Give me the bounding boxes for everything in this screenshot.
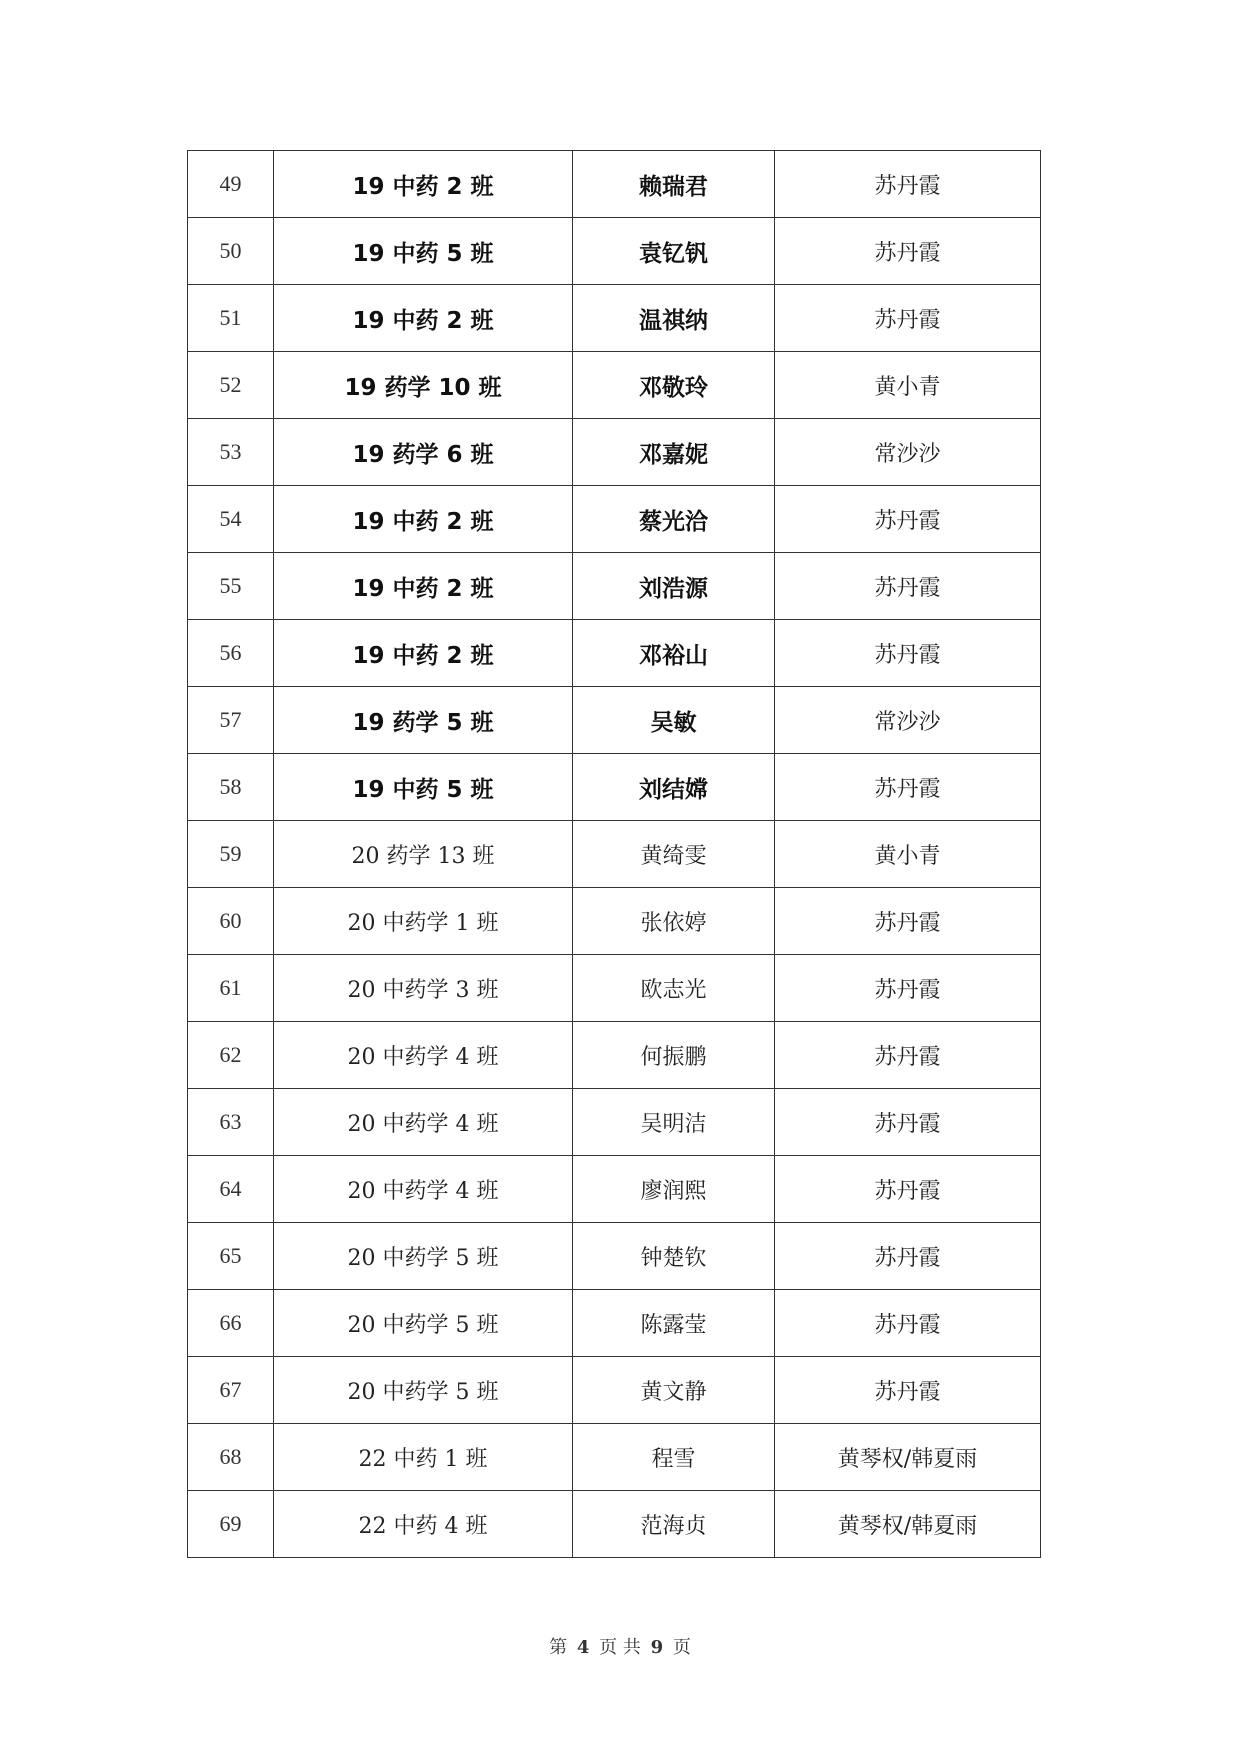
row-number: 63 bbox=[188, 1089, 274, 1156]
student-name: 邓敬玲 bbox=[573, 352, 775, 419]
student-name: 邓嘉妮 bbox=[573, 419, 775, 486]
advisor-name: 苏丹霞 bbox=[775, 486, 1041, 553]
advisor-name: 黄小青 bbox=[775, 821, 1041, 888]
advisor-name: 苏丹霞 bbox=[775, 1022, 1041, 1089]
row-number: 49 bbox=[188, 151, 274, 218]
class-name: 19 中药 2 班 bbox=[274, 151, 573, 218]
table-row bbox=[188, 151, 1041, 218]
row-number: 59 bbox=[188, 821, 274, 888]
table-row bbox=[188, 620, 1041, 687]
table-row bbox=[188, 754, 1041, 821]
row-number: 54 bbox=[188, 486, 274, 553]
table-row bbox=[188, 352, 1041, 419]
row-number: 55 bbox=[188, 553, 274, 620]
student-name: 廖润熙 bbox=[573, 1156, 775, 1223]
row-number: 53 bbox=[188, 419, 274, 486]
table-row bbox=[188, 821, 1041, 888]
table-row bbox=[188, 955, 1041, 1022]
student-name: 邓裕山 bbox=[573, 620, 775, 687]
class-name: 20 中药学 5 班 bbox=[274, 1290, 573, 1357]
student-name: 刘浩源 bbox=[573, 553, 775, 620]
advisor-name: 黄琴权/韩夏雨 bbox=[775, 1491, 1041, 1558]
advisor-name: 黄小青 bbox=[775, 352, 1041, 419]
class-name: 22 中药 1 班 bbox=[274, 1424, 573, 1491]
roster-body bbox=[188, 151, 1041, 1558]
student-name: 欧志光 bbox=[573, 955, 775, 1022]
class-name: 19 药学 5 班 bbox=[274, 687, 573, 754]
class-name: 20 中药学 3 班 bbox=[274, 955, 573, 1022]
class-name: 20 中药学 4 班 bbox=[274, 1022, 573, 1089]
student-name: 吴明洁 bbox=[573, 1089, 775, 1156]
student-name: 黄文静 bbox=[573, 1357, 775, 1424]
advisor-name: 苏丹霞 bbox=[775, 888, 1041, 955]
table-row bbox=[188, 553, 1041, 620]
advisor-name: 常沙沙 bbox=[775, 687, 1041, 754]
student-name: 刘结嫦 bbox=[573, 754, 775, 821]
class-name: 19 中药 2 班 bbox=[274, 486, 573, 553]
table-row bbox=[188, 687, 1041, 754]
row-number: 57 bbox=[188, 687, 274, 754]
advisor-name: 苏丹霞 bbox=[775, 754, 1041, 821]
class-name: 22 中药 4 班 bbox=[274, 1491, 573, 1558]
roster-table bbox=[187, 150, 1041, 1558]
class-name: 20 中药学 4 班 bbox=[274, 1089, 573, 1156]
table-row bbox=[188, 285, 1041, 352]
footer-page-number: 4 bbox=[576, 1637, 590, 1658]
row-number: 69 bbox=[188, 1491, 274, 1558]
table-row bbox=[188, 1424, 1041, 1491]
student-name: 陈露莹 bbox=[573, 1290, 775, 1357]
student-name: 何振鹏 bbox=[573, 1022, 775, 1089]
advisor-name: 黄琴权/韩夏雨 bbox=[775, 1424, 1041, 1491]
class-name: 19 药学 10 班 bbox=[274, 352, 573, 419]
class-name: 19 中药 5 班 bbox=[274, 218, 573, 285]
page-footer bbox=[0, 1633, 1240, 1659]
advisor-name: 苏丹霞 bbox=[775, 1089, 1041, 1156]
row-number: 56 bbox=[188, 620, 274, 687]
row-number: 65 bbox=[188, 1223, 274, 1290]
row-number: 62 bbox=[188, 1022, 274, 1089]
table-row bbox=[188, 486, 1041, 553]
advisor-name: 苏丹霞 bbox=[775, 1357, 1041, 1424]
table-row bbox=[188, 1022, 1041, 1089]
table-row bbox=[188, 218, 1041, 285]
footer-prefix: 第 bbox=[549, 1637, 568, 1658]
class-name: 20 中药学 5 班 bbox=[274, 1223, 573, 1290]
table-row bbox=[188, 888, 1041, 955]
student-name: 程雪 bbox=[573, 1424, 775, 1491]
class-name: 19 中药 2 班 bbox=[274, 285, 573, 352]
class-name: 19 中药 5 班 bbox=[274, 754, 573, 821]
student-name: 钟楚钦 bbox=[573, 1223, 775, 1290]
table-row bbox=[188, 1089, 1041, 1156]
row-number: 50 bbox=[188, 218, 274, 285]
row-number: 61 bbox=[188, 955, 274, 1022]
table-row bbox=[188, 1491, 1041, 1558]
class-name: 20 中药学 5 班 bbox=[274, 1357, 573, 1424]
student-name: 范海贞 bbox=[573, 1491, 775, 1558]
student-name: 吴敏 bbox=[573, 687, 775, 754]
row-number: 51 bbox=[188, 285, 274, 352]
row-number: 67 bbox=[188, 1357, 274, 1424]
student-name: 黄绮雯 bbox=[573, 821, 775, 888]
table-row bbox=[188, 1223, 1041, 1290]
class-name: 20 药学 13 班 bbox=[274, 821, 573, 888]
table-row bbox=[188, 419, 1041, 486]
student-name: 张依婷 bbox=[573, 888, 775, 955]
footer-total-pages: 9 bbox=[650, 1637, 664, 1658]
class-name: 19 中药 2 班 bbox=[274, 620, 573, 687]
table-row bbox=[188, 1156, 1041, 1223]
student-name: 温祺纳 bbox=[573, 285, 775, 352]
row-number: 68 bbox=[188, 1424, 274, 1491]
student-name: 赖瑞君 bbox=[573, 151, 775, 218]
table-row bbox=[188, 1357, 1041, 1424]
table-row bbox=[188, 1290, 1041, 1357]
row-number: 52 bbox=[188, 352, 274, 419]
advisor-name: 苏丹霞 bbox=[775, 955, 1041, 1022]
student-name: 蔡光洽 bbox=[573, 486, 775, 553]
advisor-name: 苏丹霞 bbox=[775, 620, 1041, 687]
class-name: 19 药学 6 班 bbox=[274, 419, 573, 486]
footer-suffix: 页 bbox=[672, 1637, 691, 1658]
advisor-name: 苏丹霞 bbox=[775, 285, 1041, 352]
advisor-name: 苏丹霞 bbox=[775, 1223, 1041, 1290]
advisor-name: 苏丹霞 bbox=[775, 1156, 1041, 1223]
advisor-name: 苏丹霞 bbox=[775, 218, 1041, 285]
class-name: 20 中药学 4 班 bbox=[274, 1156, 573, 1223]
class-name: 19 中药 2 班 bbox=[274, 553, 573, 620]
footer-middle: 页 共 bbox=[599, 1637, 641, 1658]
row-number: 66 bbox=[188, 1290, 274, 1357]
advisor-name: 苏丹霞 bbox=[775, 151, 1041, 218]
advisor-name: 常沙沙 bbox=[775, 419, 1041, 486]
advisor-name: 苏丹霞 bbox=[775, 1290, 1041, 1357]
student-name: 袁钇钒 bbox=[573, 218, 775, 285]
advisor-name: 苏丹霞 bbox=[775, 553, 1041, 620]
row-number: 58 bbox=[188, 754, 274, 821]
row-number: 60 bbox=[188, 888, 274, 955]
class-name: 20 中药学 1 班 bbox=[274, 888, 573, 955]
row-number: 64 bbox=[188, 1156, 274, 1223]
